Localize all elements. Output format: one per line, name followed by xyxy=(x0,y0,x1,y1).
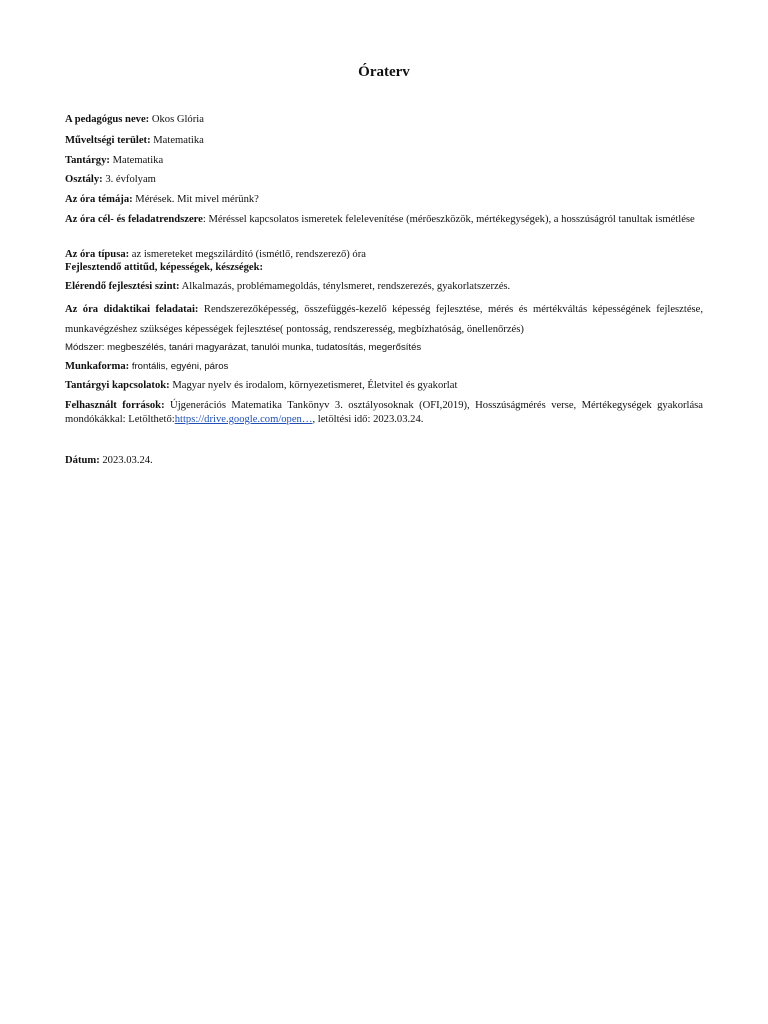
didaktikai-label: Az óra didaktikai feladatai: xyxy=(65,304,199,315)
osztaly-row xyxy=(65,173,703,187)
muveltsegi-value: Matematika xyxy=(150,135,204,146)
osztaly-value: 3. évfolyam xyxy=(102,174,156,185)
munkaforma-value: frontális, egyéni, páros xyxy=(129,361,229,372)
kapcsolatok-label: Tantárgyi kapcsolatok: xyxy=(65,380,170,391)
forrasok-link[interactable]: https://drive.google.com/open… xyxy=(174,414,313,425)
elerendo-row xyxy=(65,280,703,294)
forrasok-value: Újgenerációs Matematika Tankönyv 3. osztályosoknak (OFI,2019), Hosszúságmérés verse, Mértékegységek gyakorlása mondókákkal: Letölthető: xyxy=(65,400,703,425)
modszer-label: Módszer: xyxy=(65,342,105,353)
forrasok-suffix: , letöltési idő: 2023.03.24. xyxy=(312,414,424,425)
kapcsolatok-value: Magyar nyelv és irodalom, környezetismeret, Életvitel és gyakorlat xyxy=(169,380,458,391)
tantargy-label: Tantárgy: xyxy=(65,155,110,166)
tipus-value: az ismereteket megszilárdító (ismétlő, rendszerező) óra xyxy=(129,249,366,260)
modszer-row xyxy=(65,341,703,355)
muveltsegi-label: Műveltségi terület: xyxy=(65,135,151,146)
fejlesztendo-label: Fejlesztendő attitűd, képességek, készségek: xyxy=(65,262,264,273)
datum-value: 2023.03.24. xyxy=(99,455,153,466)
tantargy-value: Matematika xyxy=(109,155,164,166)
page-title: Óraterv xyxy=(358,64,410,80)
tipus-label: Az óra típusa: xyxy=(65,249,130,260)
datum-label: Dátum: xyxy=(65,455,100,466)
datum-row xyxy=(65,454,703,468)
kapcsolatok-row xyxy=(65,379,703,393)
tantargy-row xyxy=(65,154,703,168)
forrasok-label: Felhasznált források: xyxy=(65,400,165,411)
muveltsegi-row xyxy=(65,134,703,148)
elerendo-value: Alkalmazás, problémamegoldás, ténylsmeret, rendszerezés, gyakorlatszerzés. xyxy=(179,281,511,292)
didaktikai-row xyxy=(65,300,703,340)
pedagogus-label: A pedagógus neve: xyxy=(65,114,150,125)
forrasok-row xyxy=(65,399,703,427)
cel-value: : Méréssel kapcsolatos ismeretek felelevenítése (mérőeszközök, mértékegységek), a hosszúságról tanultak ismétlése xyxy=(202,214,695,225)
tema-row xyxy=(65,193,703,207)
cel-label: Az óra cél- és feladatrendszere xyxy=(65,214,203,225)
cel-row xyxy=(65,213,703,227)
tipus-row xyxy=(65,248,703,262)
fejlesztendo-row xyxy=(65,261,703,275)
munkaforma-label: Munkaforma: xyxy=(65,361,130,372)
pedagogus-value: Okos Glória xyxy=(149,114,204,125)
tema-label: Az óra témája: xyxy=(65,194,133,205)
modszer-value: megbeszélés, tanári magyarázat, tanulói munka, tudatosítás, megerősítés xyxy=(104,342,422,353)
elerendo-label: Elérendő fejlesztési szint: xyxy=(65,281,180,292)
didaktikai-value: Rendszerezőképesség, összefüggés-kezelő képesség fejlesztése, mérés és mértékváltás képességének fejlesztése, munkavégzéshez szükséges képességek fejlesztése( pontosság, rendszeresség, megbízhatóság, önellenőrzés) xyxy=(65,304,703,335)
pedagogus-row xyxy=(65,113,703,127)
tema-value: Mérések. Mit mivel mérünk? xyxy=(132,194,259,205)
munkaforma-row xyxy=(65,360,703,374)
osztaly-label: Osztály: xyxy=(65,174,103,185)
